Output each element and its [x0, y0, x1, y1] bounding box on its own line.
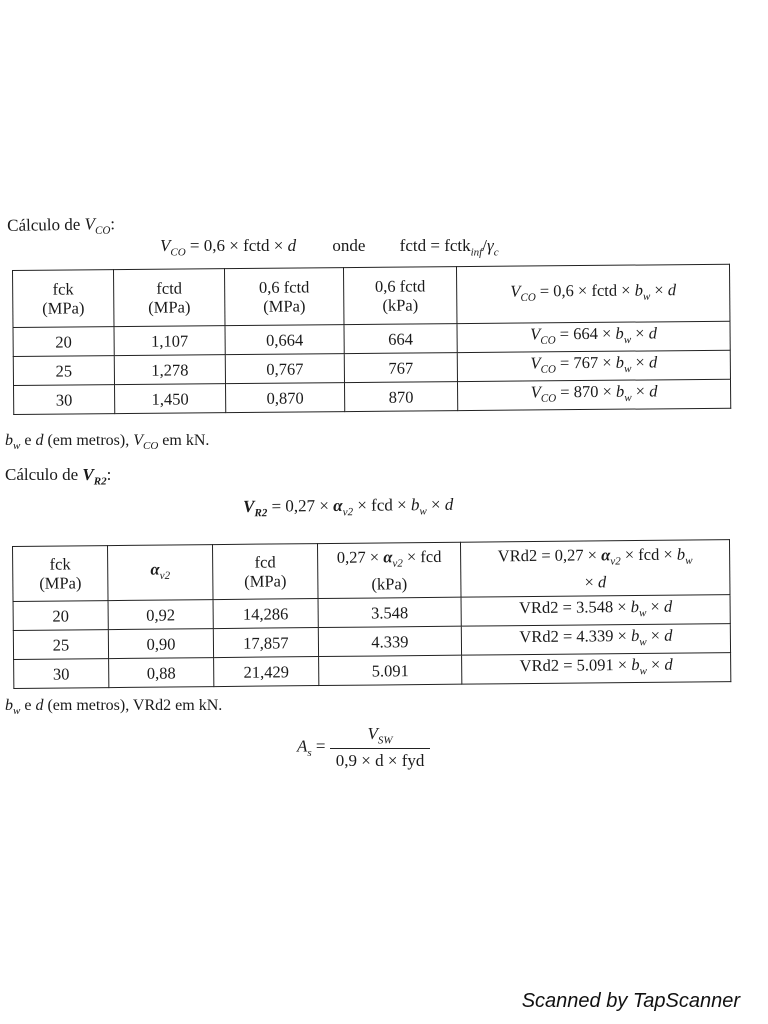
cell-fck: 20 [13, 327, 114, 357]
table-row [14, 379, 731, 414]
header-fck: fck (MPa) [13, 270, 114, 328]
cell-kpa: 4.339 [318, 626, 461, 656]
cell-fck: 25 [13, 630, 108, 660]
cell-kpa: 5.091 [319, 655, 462, 685]
cell-fck: 30 [14, 385, 115, 415]
header-fcd: fcd (MPa) [212, 544, 318, 600]
cell-fctd: 1,278 [114, 355, 225, 385]
vr2-formula: $V_{R2} = 0,27 \times \alpha_{v2}$ × fcd × $b_w \times d$ [243, 494, 454, 520]
table-row [14, 653, 731, 689]
cell-fctd06-kpa: 664 [344, 324, 457, 354]
cell-vco-expression: $V_{CO} = 870 \times b_w \times d$ [457, 379, 730, 410]
header-alpha-v2: $\alpha_{v2}$ [108, 545, 214, 601]
cell-kpa: 3.548 [318, 597, 461, 627]
header-fctd06-kpa: 0,6 fctd (kPa) [343, 267, 456, 325]
cell-fctd: 1,450 [115, 384, 226, 414]
cell-fctd06-mpa: 0,870 [225, 383, 344, 413]
header-vco-expression: $V_{CO} = 0,6$ × fctd × $b_w \times d$ [456, 264, 729, 323]
cell-vco-expression: $V_{CO} = 767 \times b_w \times d$ [457, 350, 730, 381]
vco-formula: $V_{CO} = 0,6$ × fctd × d onde fctd = $fctk_{inf}/\gamma_c$ [160, 236, 499, 259]
units-note-vrd2: $b_w$ e d (em metros), VRd2 em kN. [5, 697, 223, 718]
units-note-vco: $b_w$ e d (em metros), $V_{CO}$ em kN. [5, 432, 210, 453]
as-fraction: $\frac{V_{SW}}{\text{0,9 × d × fyd}}$ [330, 724, 431, 771]
cell-fcd: 14,286 [213, 599, 318, 629]
header-fck: fck (MPa) [13, 546, 109, 602]
cell-fctd: 1,107 [114, 326, 225, 356]
header-vrd2-expression: $VRd2 = 0,27 \times \alpha_{v2}$ × fcd × $b_w$ × d [460, 540, 730, 598]
cell-fctd06-mpa: 0,767 [225, 354, 344, 384]
section-heading-vco: Cálculo de $V_{CO}$: [7, 214, 116, 237]
vrd2-table [12, 539, 731, 689]
cell-vrd2-expression: $VRd2 = 3.548 \times b_w \times d$ [461, 595, 730, 627]
cell-fctd06-mpa: 0,664 [225, 325, 344, 355]
header-kpa: $0,27 \times \alpha_{v2}$ × fcd (kPa) [317, 542, 461, 598]
table-header-row [13, 264, 730, 327]
cell-fck: 20 [13, 601, 108, 631]
cell-fctd06-kpa: 767 [344, 353, 457, 383]
vco-table [12, 264, 731, 415]
as-formula: $A_s$ = $\frac{V_{SW}}{\text{0,9 × d × fyd}}$ [297, 724, 430, 771]
cell-vrd2-expression: $VRd2 = 4.339 \times b_w \times d$ [461, 624, 730, 656]
scanner-watermark: Scanned by TapScanner [521, 990, 740, 1012]
header-fctd06-mpa: 0,6 fctd (MPa) [224, 268, 343, 326]
cell-alpha: 0,88 [109, 658, 214, 688]
cell-fck: 30 [14, 659, 109, 689]
cell-fcd: 21,429 [214, 657, 319, 687]
cell-fcd: 17,857 [213, 628, 318, 658]
header-fctd: fctd (MPa) [114, 269, 225, 327]
cell-vrd2-expression: $VRd2 = 5.091 \times b_w \times d$ [462, 653, 731, 685]
cell-alpha: 0,92 [108, 600, 213, 630]
cell-alpha: 0,90 [108, 629, 213, 659]
cell-vco-expression: $V_{CO} = 664 \times b_w \times d$ [457, 321, 730, 352]
cell-fck: 25 [13, 356, 114, 386]
cell-fctd06-kpa: 870 [344, 382, 457, 412]
section-heading-vr2: Cálculo de $V_{R2}$: [5, 465, 112, 488]
table-header-row [13, 540, 730, 602]
